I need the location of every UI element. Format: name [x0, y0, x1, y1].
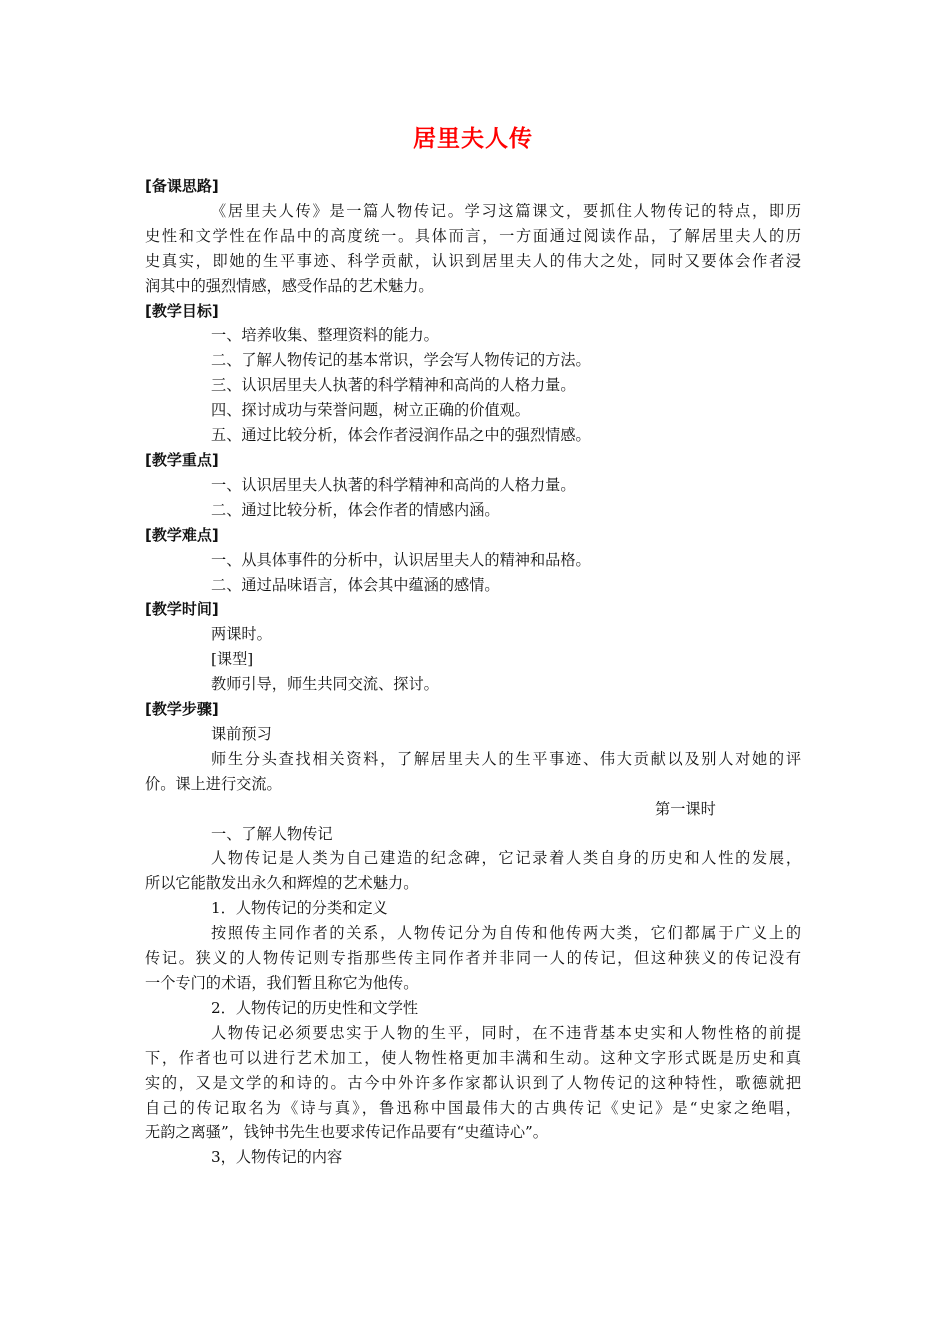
- text-line: 五、通过比较分析，体会作者浸润作品之中的强烈情感。: [211, 426, 591, 445]
- section-heading: [备课思路]: [145, 177, 219, 195]
- text-line: 《居里夫人传》是一篇人物传记。学习这篇课文，要抓住人物传记的特点，即历: [211, 201, 801, 220]
- section-heading: [教学时间]: [145, 600, 219, 619]
- text-line: 一、从具体事件的分析中，认识居里夫人的精神和品格。: [211, 550, 591, 569]
- text-line: 2．人物传记的历史性和文学性: [211, 998, 419, 1017]
- text-line: 下，作者也可以进行艺术加工，使人物性格更加丰满和生动。这种文字形式既是历史和真: [145, 1048, 801, 1067]
- text-line: 两课时。: [211, 625, 272, 644]
- text-line: 师生分头查找相关资料，了解居里夫人的生平事迹、伟大贡献以及别人对她的评: [211, 749, 801, 768]
- text-line: 无韵之离骚”，钱钟书先生也要求传记作品要有“史蕴诗心”。: [145, 1123, 548, 1142]
- section-heading: [教学步骤]: [145, 700, 219, 719]
- text-line: 自己的传记取名为《诗与真》，鲁迅称中国最伟大的古典传记《史记》是“史家之绝唱，: [145, 1098, 801, 1117]
- text-line: 润其中的强烈情感，感受作品的艺术魅力。: [145, 276, 434, 295]
- text-line: 二、了解人物传记的基本常识，学会写人物传记的方法。: [211, 351, 591, 370]
- text-line: 所以它能散发出永久和辉煌的艺术魅力。: [145, 874, 419, 893]
- text-line: 二、通过比较分析，体会作者的情感内涵。: [211, 500, 500, 519]
- text-line: 史真实，即她的生平事迹、科学贡献，认识到居里夫人的伟大之处，同时又要体会作者浸: [145, 251, 801, 270]
- section-heading: [教学难点]: [145, 525, 219, 544]
- text-line: 人物传记必须要忠实于人物的生平，同时，在不违背基本史实和人物性格的前提: [211, 1023, 801, 1042]
- section-heading: [教学重点]: [145, 450, 219, 469]
- text-line: 按照传主同作者的关系，人物传记分为自传和他传两大类，它们都属于广义上的: [211, 924, 801, 943]
- text-line: 课前预习: [211, 724, 272, 743]
- text-line: 史性和文学性在作品中的高度统一。具体而言，一方面通过阅读作品，了解居里夫人的历: [145, 226, 801, 245]
- text-line: 一个专门的术语，我们暂且称它为他传。: [145, 974, 419, 992]
- document-body: [145, 174, 801, 1170]
- text-line: 教师引导，师生共同交流、探讨。: [211, 675, 439, 694]
- text-line: 一、培养收集、整理资料的能力。: [211, 326, 439, 345]
- text-line: 一、了解人物传记: [211, 824, 333, 843]
- text-line: 人物传记是人类为自己建造的纪念碑，它记录着人类自身的历史和人性的发展，: [211, 849, 801, 868]
- text-line: 第一课时: [655, 799, 716, 818]
- document-title: 居里夫人传: [413, 126, 533, 152]
- text-line: [课型]: [211, 650, 254, 669]
- text-line: 三、认识居里夫人执著的科学精神和高尚的人格力量。: [211, 376, 576, 395]
- text-line: 传记。狭义的人物传记则专指那些传主同作者并非同一人的传记，但这种狭义的传记没有: [145, 949, 801, 968]
- text-line: 二、通过品味语言，体会其中蕴涵的感情。: [211, 575, 500, 594]
- text-line: 一、认识居里夫人执著的科学精神和高尚的人格力量。: [211, 475, 576, 494]
- text-line: 价。课上进行交流。: [145, 774, 282, 793]
- section-heading: [教学目标]: [145, 301, 219, 320]
- text-line: 四、探讨成功与荣誉问题，树立正确的价值观。: [211, 401, 530, 420]
- text-line: 1．人物传记的分类和定义: [211, 899, 388, 918]
- text-line: 3，人物传记的内容: [211, 1148, 343, 1167]
- text-line: 实的，又是文学的和诗的。古今中外许多作家都认识到了人物传记的这种特性，歌德就把: [145, 1073, 801, 1092]
